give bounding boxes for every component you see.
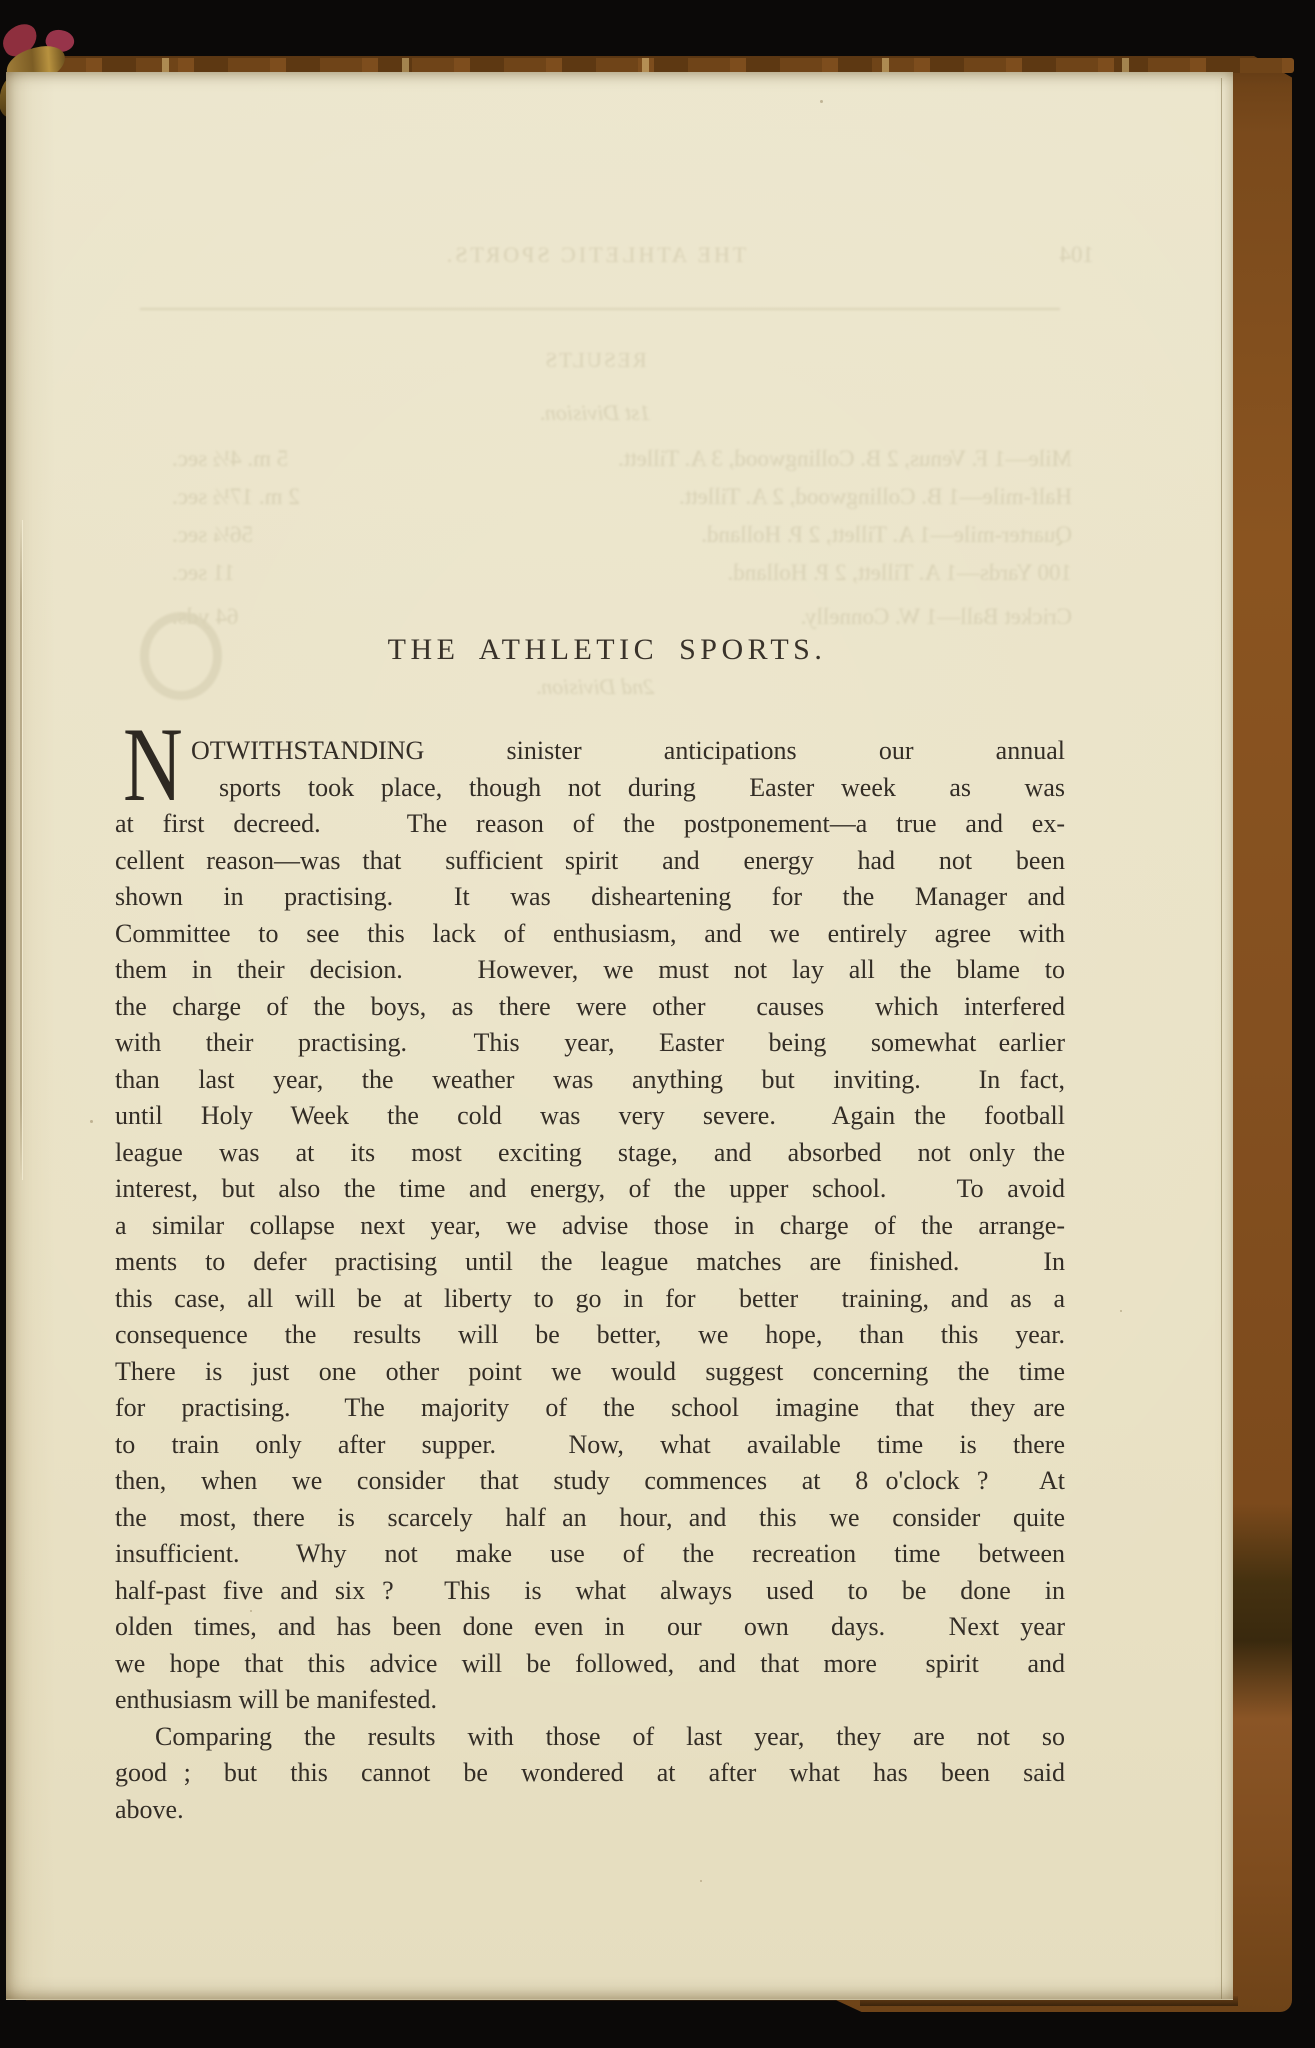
- body-line: to train only after supper. Now, what available time is there: [115, 1429, 1065, 1459]
- bleedthrough-result-time: 2 m. 17½ sec.: [172, 484, 300, 509]
- bleedthrough-result-row: [172, 446, 1072, 472]
- page-title: THE ATHLETIC SPORTS.: [387, 633, 827, 666]
- bleedthrough-result-row: [172, 484, 1072, 510]
- body-line: shown in practising. It was disheartening for the Manager and: [115, 882, 1065, 911]
- body-line: half-past five and six ? This is what always used to be done in: [115, 1575, 1065, 1605]
- bleedthrough-rule: [140, 308, 1060, 310]
- body-line: above.: [115, 1794, 184, 1824]
- body-line: good ; but this cannot be wondered at after what has been said: [115, 1758, 1065, 1787]
- body-line: for practising. The majority of the school imagine that they are: [115, 1393, 1065, 1422]
- body-lines: [115, 733, 1065, 1828]
- body-line: the charge of the boys, as there were other causes which interfered: [115, 991, 1065, 1021]
- bleedthrough-division-heading: 2nd Division.: [535, 674, 655, 699]
- book-page: [6, 72, 1233, 2000]
- bleedthrough-layer: [100, 240, 1094, 770]
- bleedthrough-result-event: Mile—1 F. Venus, 2 B. Collingwood, 3 A. Tillett.: [618, 446, 1072, 471]
- paper-speck: [1120, 1310, 1122, 1312]
- body-paragraphs: [115, 706, 1065, 1828]
- body-line: them in their decision. However, we must not lay all the blame to: [115, 955, 1065, 984]
- body-line: enthusiasm will be manifested.: [115, 1685, 438, 1714]
- body-line: consequence the results will be better, we hope, than this year.: [115, 1320, 1065, 1349]
- body-line: then, when we consider that study commences at 8 o'clock ? At: [115, 1466, 1065, 1495]
- bleedthrough-result-row: [172, 560, 1072, 586]
- book-top-edge-gilt: [44, 58, 1294, 73]
- body-line: until Holy Week the cold was very severe. Again the football: [115, 1101, 1065, 1130]
- bleedthrough-result-time: 64 yds.: [172, 604, 239, 629]
- page-crease: [20, 520, 22, 1180]
- body-line: this case, all will be at liberty to go in for better training, and as a: [115, 1283, 1065, 1313]
- bleedthrough-division-heading: 1st Division.: [539, 400, 651, 425]
- paper-speck: [90, 1120, 93, 1123]
- body-line: league was at its most exciting stage, and absorbed not only the: [115, 1137, 1065, 1167]
- drop-cap: N: [123, 706, 183, 823]
- body-line: OTWITHSTANDING sinister anticipations our annual: [191, 736, 1065, 765]
- bleedthrough-result-event: Half-mile—1 B. Collingwood, 2 A. Tillett.: [679, 484, 1072, 509]
- bleedthrough-result-time: 11 sec.: [172, 560, 236, 585]
- body-line: at first decreed. The reason of the postponement—a true and ex-: [115, 809, 1065, 838]
- paper-speck: [700, 1880, 702, 1882]
- bleedthrough-result-row: [172, 522, 1072, 548]
- paper-speck: [820, 100, 823, 103]
- body-line: we hope that this advice will be followed, and that more spirit and: [115, 1648, 1065, 1678]
- body-line: cellent reason—was that sufficient spirit and energy had not been: [115, 845, 1065, 875]
- bleedthrough-result-event: Quarter-mile—1 A. Tillett, 2 P. Holland.: [701, 522, 1072, 547]
- body-line: Committee to see this lack of enthusiasm, and we entirely agree with: [115, 918, 1065, 948]
- body-line: Comparing the results with those of last year, they are not so: [155, 1721, 1065, 1751]
- body-line: sports took place, though not during Easter week as was: [219, 772, 1065, 802]
- bleedthrough-section-heading: RESULTS: [543, 348, 647, 372]
- bleedthrough-page-number: 104: [1059, 242, 1094, 267]
- body-line: the most, there is scarcely half an hour, and this we consider quite: [115, 1502, 1065, 1532]
- bleedthrough-result-event: 100 Yards—1 A. Tillett, 2 P. Holland.: [727, 560, 1072, 585]
- body-line: ments to defer practising until the league matches are finished. In: [115, 1247, 1065, 1276]
- bleedthrough-result-time: 56¼ sec.: [172, 522, 254, 547]
- body-line: There is just one other point we would suggest concerning the time: [115, 1356, 1065, 1386]
- body-line: with their practising. This year, Easter being somewhat earlier: [115, 1028, 1065, 1057]
- bleedthrough-result-row: [172, 604, 1072, 630]
- body-line: olden times, and has been done even in our own days. Next year: [115, 1612, 1065, 1641]
- body-line: insufficient. Why not make use of the recreation time between: [115, 1539, 1065, 1568]
- bleedthrough-result-event: Cricket Ball—1 W. Connelly.: [800, 604, 1072, 629]
- body-line: interest, but also the time and energy, of the upper school. To avoid: [115, 1174, 1065, 1203]
- body-line: a similar collapse next year, we advise those in charge of the arrange-: [115, 1210, 1065, 1240]
- bleedthrough-running-header: THE ATHLETIC SPORTS.: [443, 242, 747, 267]
- body-line: than last year, the weather was anything but inviting. In fact,: [115, 1064, 1065, 1094]
- bleedthrough-result-time: 5 m. 4½ sec.: [172, 446, 289, 471]
